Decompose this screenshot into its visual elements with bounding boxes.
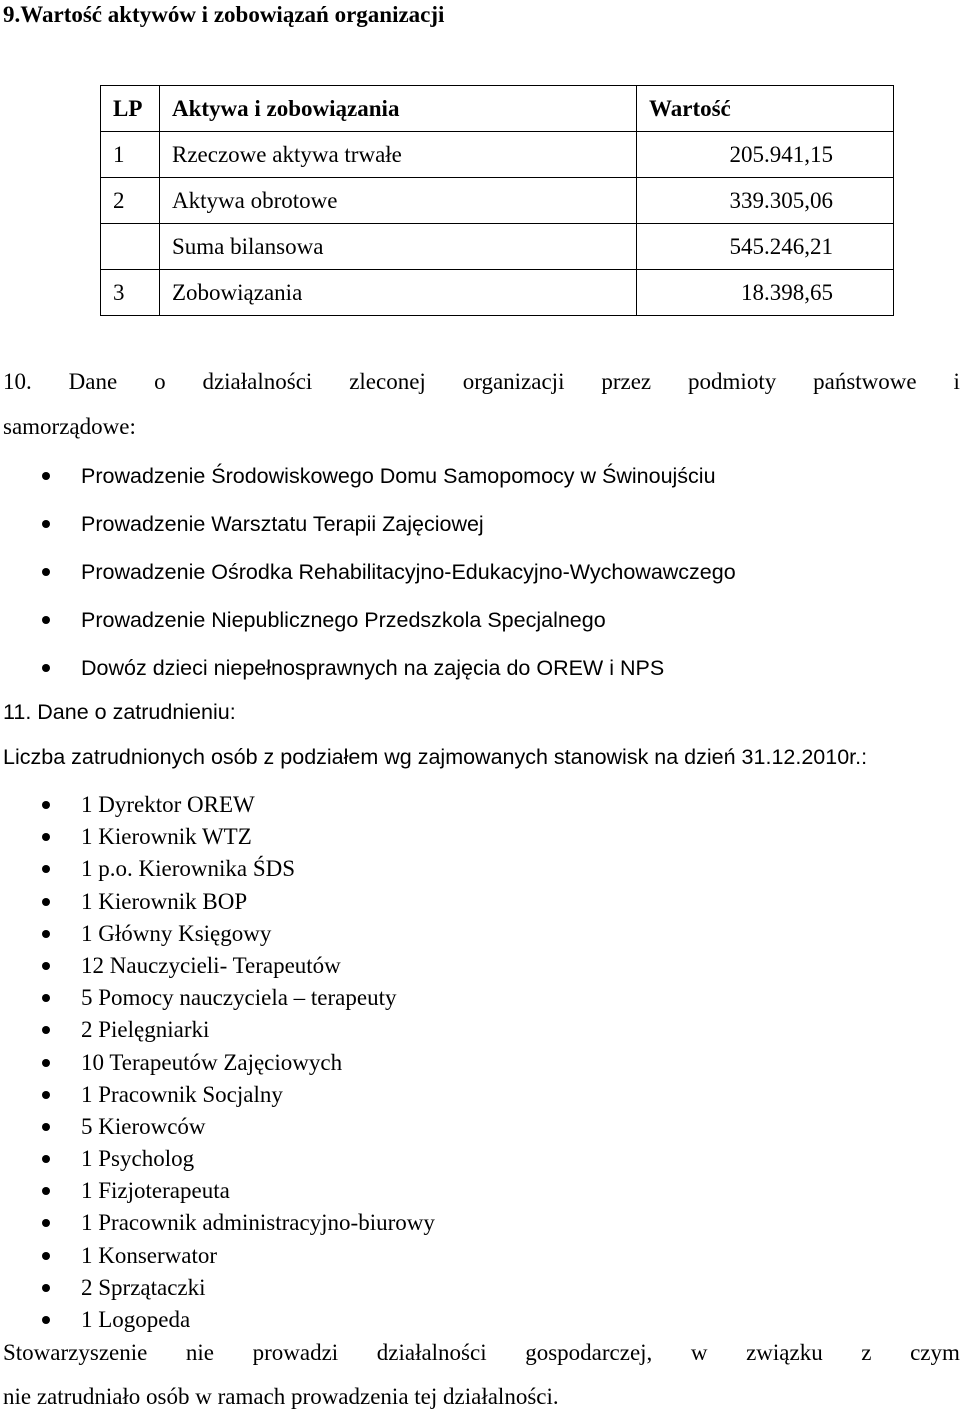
staff-list xyxy=(0,789,435,1336)
cell-lp xyxy=(101,224,160,270)
cell-name: Zobowiązania xyxy=(160,270,637,316)
table-row xyxy=(101,224,894,270)
closing-word: prowadzi xyxy=(252,1340,339,1365)
cell-value: 18.398,65 xyxy=(637,270,894,316)
list-item: 5 Kierowców xyxy=(0,1111,435,1143)
bullet-icon xyxy=(42,801,50,809)
activities-list xyxy=(0,452,736,692)
closing-paragraph-cont: nie zatrudniało osób w ramach prowadzenia tej działalności. xyxy=(3,1384,559,1409)
list-item: Prowadzenie Środowiskowego Domu Samopomocy w Świnoujściu xyxy=(0,452,736,500)
list-item: Dowóz dzieci niepełnosprawnych na zajęcia do OREW i NPS xyxy=(0,644,736,692)
cell-lp: 2 xyxy=(101,178,160,224)
list-item: 2 Pielęgniarki xyxy=(0,1014,435,1046)
bullet-icon xyxy=(42,833,50,841)
bullet-icon xyxy=(42,568,50,576)
bullet-icon xyxy=(42,1219,50,1227)
heading-word: 10. xyxy=(3,369,32,394)
heading-word: zleconej xyxy=(349,369,426,394)
bullet-icon xyxy=(42,1316,50,1324)
closing-word: czym xyxy=(910,1340,960,1365)
section-10-heading-cont: samorządowe: xyxy=(3,414,136,439)
cell-lp: 3 xyxy=(101,270,160,316)
closing-word: związku xyxy=(746,1340,823,1365)
cell-value: 339.305,06 xyxy=(637,178,894,224)
section-9-heading: 9.Wartość aktywów i zobowiązań organizacji xyxy=(3,2,445,27)
heading-word: podmioty xyxy=(688,369,777,394)
bullet-icon xyxy=(42,472,50,480)
closing-word: gospodarczej, xyxy=(525,1340,653,1365)
bullet-icon xyxy=(42,865,50,873)
heading-word: organizacji xyxy=(462,369,565,394)
list-item: 1 p.o. Kierownika ŚDS xyxy=(0,853,435,885)
bullet-icon xyxy=(42,1123,50,1131)
closing-paragraph xyxy=(3,1338,960,1368)
list-item: 1 Dyrektor OREW xyxy=(0,789,435,821)
list-item: Prowadzenie Warsztatu Terapii Zajęciowej xyxy=(0,500,736,548)
list-item: 1 Fizjoterapeuta xyxy=(0,1175,435,1207)
header-assets: Aktywa i zobowiązania xyxy=(160,86,637,132)
list-item: Prowadzenie Ośrodka Rehabilitacyjno-Edukacyjno-Wychowawczego xyxy=(0,548,736,596)
heading-word: o xyxy=(154,369,166,394)
closing-word: z xyxy=(861,1340,872,1365)
cell-lp: 1 xyxy=(101,132,160,178)
list-item: 1 Psycholog xyxy=(0,1143,435,1175)
list-item: 1 Pracownik administracyjno-biurowy xyxy=(0,1207,435,1239)
bullet-icon xyxy=(42,994,50,1002)
bullet-icon xyxy=(42,520,50,528)
list-item: 1 Logopeda xyxy=(0,1304,435,1336)
bullet-icon xyxy=(42,1091,50,1099)
cell-name: Suma bilansowa xyxy=(160,224,637,270)
list-item: 1 Kierownik BOP xyxy=(0,886,435,918)
bullet-icon xyxy=(42,962,50,970)
list-item: 12 Nauczycieli- Terapeutów xyxy=(0,950,435,982)
closing-word: nie xyxy=(185,1340,215,1365)
list-item: 1 Główny Księgowy xyxy=(0,918,435,950)
closing-word: działalności xyxy=(376,1340,487,1365)
heading-word: i xyxy=(953,369,960,394)
header-value: Wartość xyxy=(637,86,894,132)
cell-name: Aktywa obrotowe xyxy=(160,178,637,224)
bullet-icon xyxy=(42,898,50,906)
bullet-icon xyxy=(42,1252,50,1260)
bullet-icon xyxy=(42,1059,50,1067)
bullet-icon xyxy=(42,1187,50,1195)
list-item: 5 Pomocy nauczyciela – terapeuty xyxy=(0,982,435,1014)
closing-word: Stowarzyszenie xyxy=(3,1340,148,1365)
bullet-icon xyxy=(42,930,50,938)
header-lp: LP xyxy=(101,86,160,132)
heading-word: przez xyxy=(601,369,652,394)
bullet-icon xyxy=(42,664,50,672)
bullet-icon xyxy=(42,1155,50,1163)
assets-table xyxy=(100,85,894,316)
staff-intro: Liczba zatrudnionych osób z podziałem wg zajmowanych stanowisk na dzień 31.12.2010r.: xyxy=(3,745,868,769)
heading-word: działalności xyxy=(202,369,313,394)
table-row xyxy=(101,270,894,316)
list-item: 1 Pracownik Socjalny xyxy=(0,1079,435,1111)
cell-value: 545.246,21 xyxy=(637,224,894,270)
bullet-icon xyxy=(42,1026,50,1034)
list-item: 1 Konserwator xyxy=(0,1240,435,1272)
heading-word: państwowe xyxy=(813,369,917,394)
table-row xyxy=(101,132,894,178)
bullet-icon xyxy=(42,616,50,624)
list-item: 10 Terapeutów Zajęciowych xyxy=(0,1047,435,1079)
table-row xyxy=(101,178,894,224)
list-item: Prowadzenie Niepublicznego Przedszkola Specjalnego xyxy=(0,596,736,644)
list-item: 2 Sprzątaczki xyxy=(0,1272,435,1304)
table-header-row xyxy=(101,86,894,132)
list-item: 1 Kierownik WTZ xyxy=(0,821,435,853)
cell-value: 205.941,15 xyxy=(637,132,894,178)
section-11-heading: 11. Dane o zatrudnieniu: xyxy=(3,700,236,724)
cell-name: Rzeczowe aktywa trwałe xyxy=(160,132,637,178)
section-10-heading xyxy=(3,366,960,398)
closing-word: w xyxy=(690,1340,708,1365)
bullet-icon xyxy=(42,1284,50,1292)
heading-word: Dane xyxy=(68,369,118,394)
